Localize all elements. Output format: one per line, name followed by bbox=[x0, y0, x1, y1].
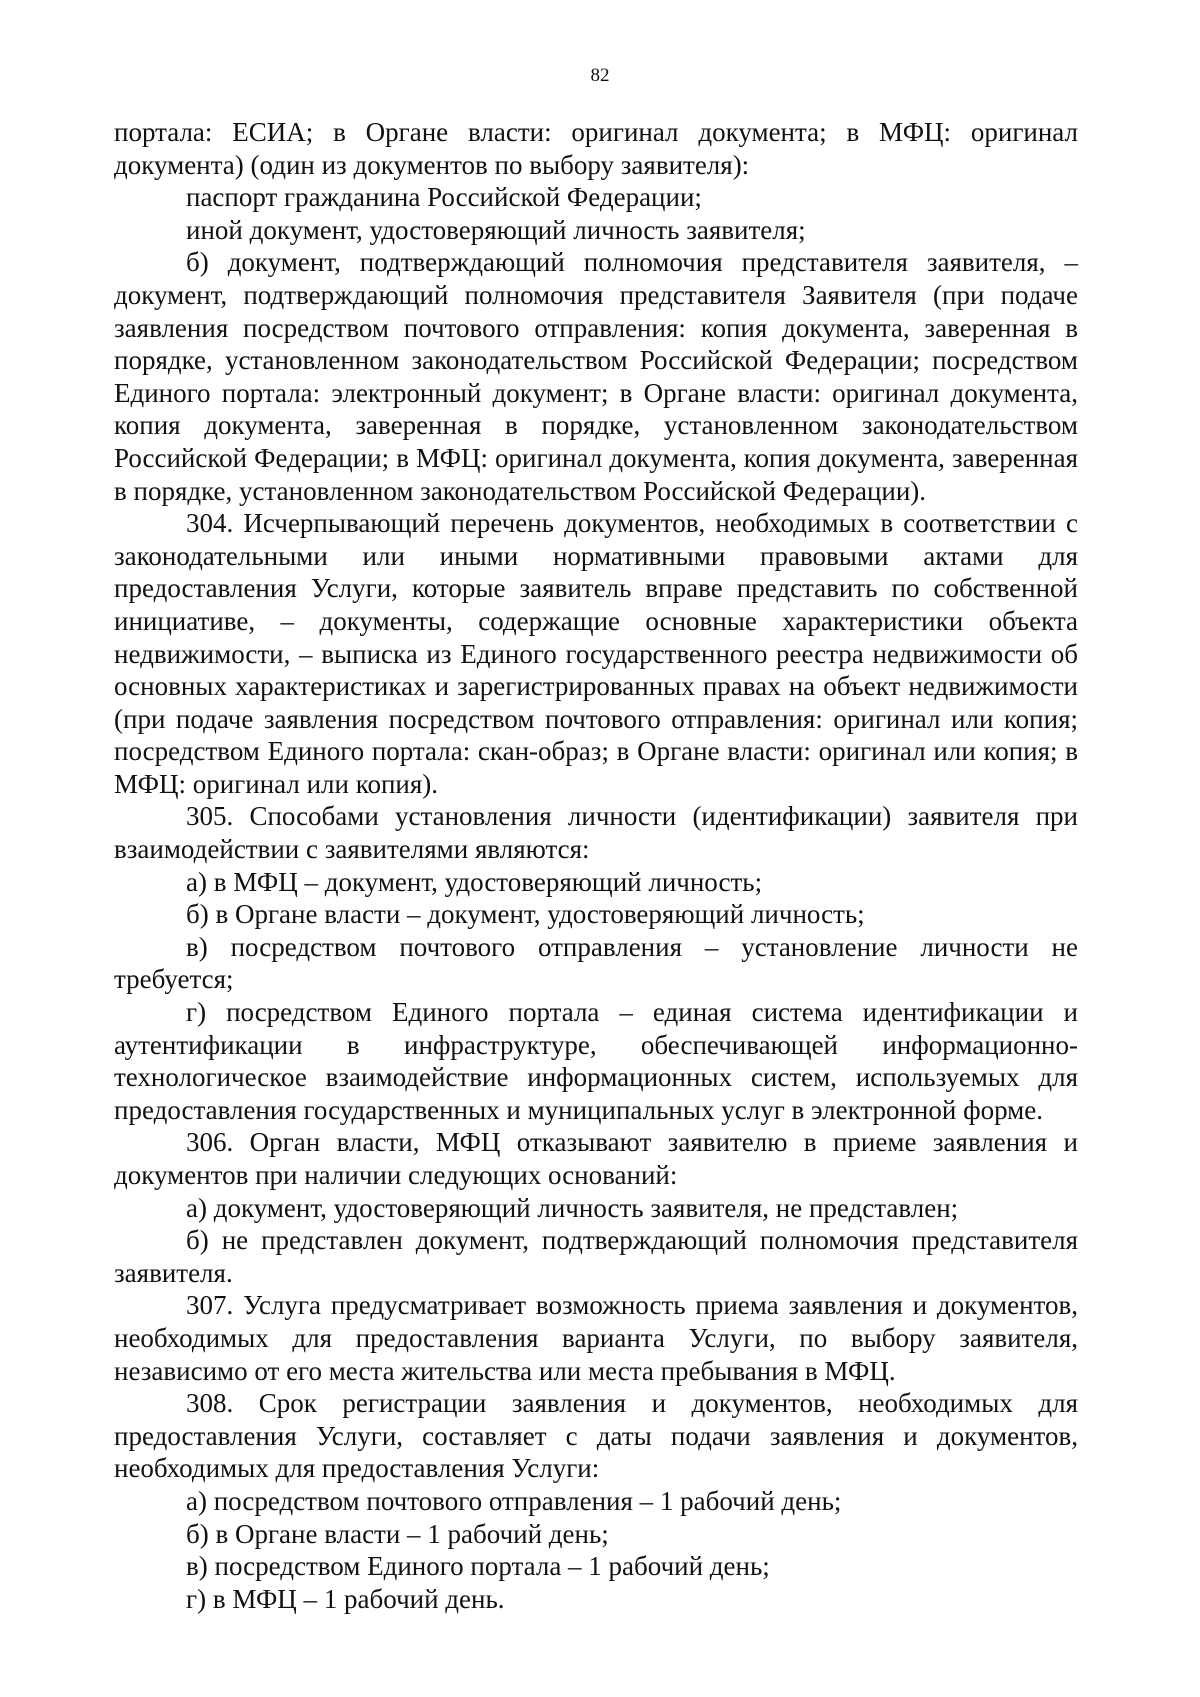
paragraph-continuation: портала: ЕСИА; в Органе власти: оригинал документа; в МФЦ: оригинал документа) (один из документов по выбору заявителя): bbox=[114, 117, 1078, 180]
clause-307: 307. Услуга предусматривает возможность приема заявления и документов, необходимых для предоставления варианта Услуги, по выбору заявителя, независимо от его места жительства или места пребывания в МФЦ. bbox=[114, 1290, 1078, 1386]
clause-306: 306. Орган власти, МФЦ отказывают заявителю в приеме заявления и документов при наличии следующих оснований: bbox=[114, 1127, 1078, 1190]
list-item: иной документ, удостоверяющий личность заявителя; bbox=[186, 214, 806, 245]
list-item: б) не представлен документ, подтверждающий полномочия представителя заявителя. bbox=[114, 1225, 1078, 1288]
list-item: г) в МФЦ – 1 рабочий день. bbox=[186, 1583, 505, 1614]
list-item: г) посредством Единого портала – единая система идентификации и аутентификации в инфраструктуре, обеспечивающей информационно-технологическое взаимодействие информационных систем, используемых для предоставления государственных и муниципальных услуг в электронной форме. bbox=[114, 997, 1078, 1125]
document-body bbox=[114, 116, 1078, 1615]
list-item: б) документ, подтверждающий полномочия представителя заявителя, – документ, подтверждающий полномочия представителя Заявителя (при подаче заявления посредством почтового отправления: копия документа, заверенная в порядке, установленном законодательством Российской Федерации; посредством Единого портала: электронный документ; в Органе власти: оригинал документа, копия документа, заверенная в порядке, установленном законодательством Российской Федерации; в МФЦ: оригинал документа, копия документа, заверенная в порядке, установленном законодательством Российской Федерации). bbox=[114, 247, 1078, 506]
page-number: 82 bbox=[590, 65, 610, 86]
list-item: в) посредством почтового отправления – установление личности не требуется; bbox=[114, 931, 1078, 995]
list-item: а) в МФЦ – документ, удостоверяющий личность; bbox=[186, 866, 763, 897]
list-item: б) в Органе власти – 1 рабочий день; bbox=[186, 1518, 609, 1549]
list-item: паспорт гражданина Российской Федерации; bbox=[186, 182, 702, 213]
list-item: а) документ, удостоверяющий личность заявителя, не представлен; bbox=[186, 1192, 959, 1223]
list-item: в) посредством Единого портала – 1 рабочий день; bbox=[186, 1551, 770, 1582]
clause-305: 305. Способами установления личности (идентификации) заявителя при взаимодействии с заявителями являются: bbox=[114, 801, 1078, 865]
clause-308: 308. Срок регистрации заявления и документов, необходимых для предоставления Услуги, составляет с даты подачи заявления и документов, необходимых для предоставления Услуги: bbox=[114, 1388, 1078, 1484]
list-item: а) посредством почтового отправления – 1 рабочий день; bbox=[186, 1485, 842, 1516]
list-item: б) в Органе власти – документ, удостоверяющий личность; bbox=[186, 899, 865, 930]
clause-304: 304. Исчерпывающий перечень документов, необходимых в соответствии с законодательными или иными нормативными правовыми актами для предоставления Услуги, которые заявитель вправе представить по собственной инициативе, – документы, содержащие основные характеристики объекта недвижимости, – выписка из Единого государственного реестра недвижимости об основных характеристиках и зарегистрированных правах на объект недвижимости (при подаче заявления посредством почтового отправления: оригинал или копия; посредством Единого портала: скан-образ; в Органе власти: оригинал или копия; в МФЦ: оригинал или копия). bbox=[114, 508, 1078, 799]
